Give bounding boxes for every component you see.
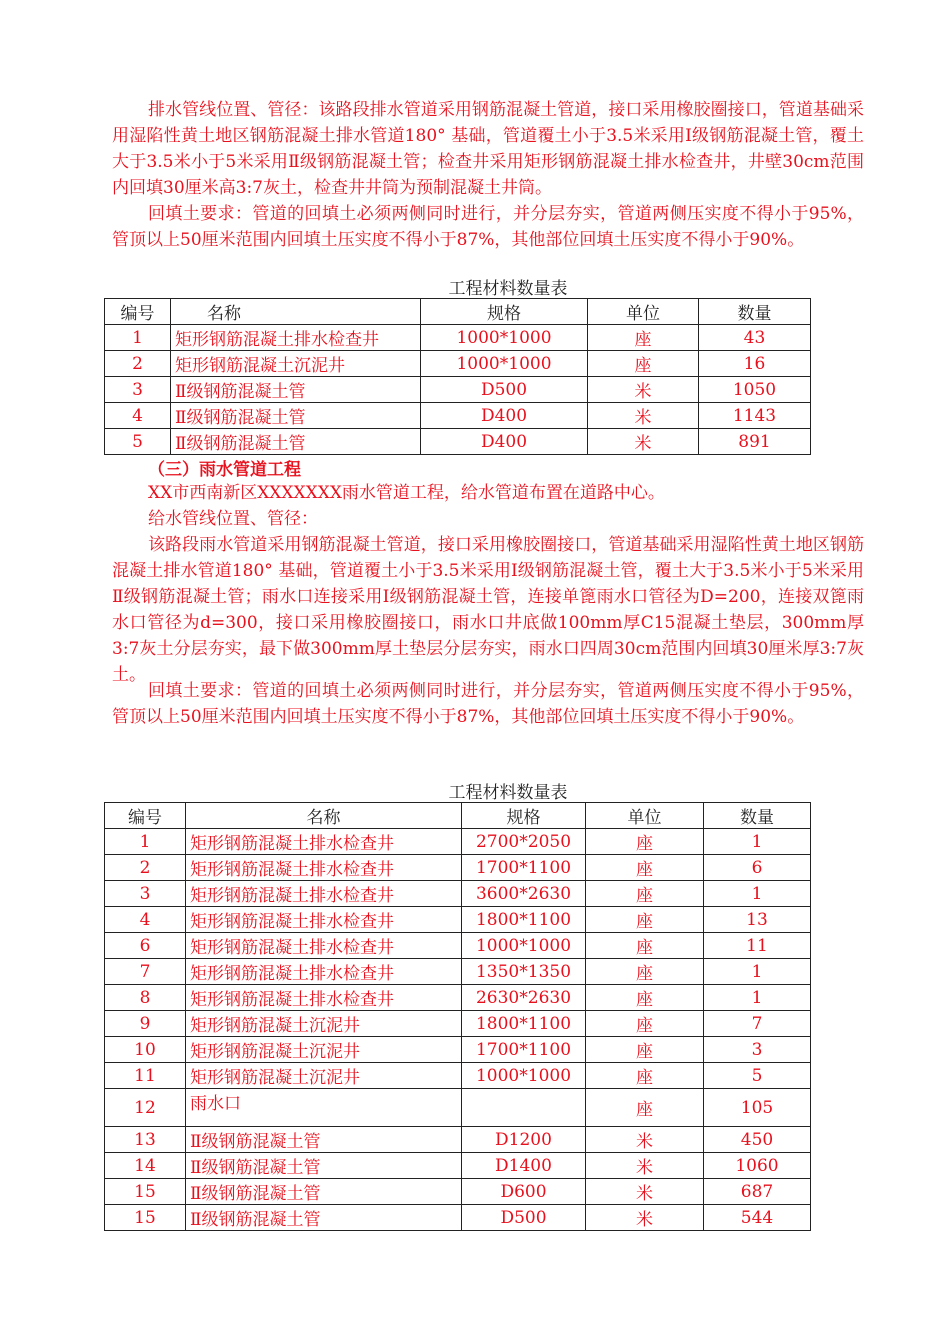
cell-number: 5 xyxy=(105,429,171,455)
cell-number: 14 xyxy=(105,1153,186,1179)
table-row xyxy=(105,1011,811,1037)
cell-spec: D1200 xyxy=(462,1127,586,1153)
cell-name: 矩形钢筋混凝土排水检查井 xyxy=(186,829,462,855)
cell-number: 2 xyxy=(105,855,186,881)
table1-header-name: 名称 xyxy=(171,299,421,325)
cell-name: Ⅱ级钢筋混凝土管 xyxy=(186,1153,462,1179)
cell-name: 矩形钢筋混凝土沉泥井 xyxy=(186,1037,462,1063)
cell-name: 矩形钢筋混凝土排水检查井 xyxy=(186,855,462,881)
table-row xyxy=(105,325,811,351)
table-row xyxy=(105,881,811,907)
table2-header-number: 编号 xyxy=(105,803,186,829)
table-row xyxy=(105,1089,811,1127)
cell-spec: 3600*2630 xyxy=(462,881,586,907)
cell-unit: 座 xyxy=(586,855,704,881)
table2-header-unit: 单位 xyxy=(586,803,704,829)
section-heading-stormwater: （三）雨水管道工程 xyxy=(148,460,301,480)
cell-unit: 米 xyxy=(586,1205,704,1231)
paragraph-backfill-requirements-2: 回填土要求：管道的回填土必须两侧同时进行，并分层夯实，管道两侧压实度不得小于95%，管顶以上50厘米范围内回填土压实度不得小于87%，其他部位回填土压实度不得小于90%。 xyxy=(112,681,864,727)
table1-header-row xyxy=(105,299,811,325)
cell-quantity: 1143 xyxy=(699,403,811,429)
cell-name: Ⅱ级钢筋混凝土管 xyxy=(186,1127,462,1153)
cell-quantity: 1 xyxy=(704,829,811,855)
cell-number: 15 xyxy=(105,1205,186,1231)
cell-quantity: 43 xyxy=(699,325,811,351)
table2-material-quantities xyxy=(104,802,811,1231)
cell-spec: 1800*1100 xyxy=(462,907,586,933)
cell-name: 矩形钢筋混凝土沉泥井 xyxy=(186,1063,462,1089)
table-row xyxy=(105,377,811,403)
cell-quantity: 1050 xyxy=(699,377,811,403)
paragraph-project-intro: XX市西南新区XXXXXXX雨水管道工程，给水管道布置在道路中心。 xyxy=(148,483,665,503)
table-row xyxy=(105,403,811,429)
cell-unit: 座 xyxy=(586,985,704,1011)
cell-name: Ⅱ级钢筋混凝土管 xyxy=(186,1179,462,1205)
table-row xyxy=(105,1179,811,1205)
table1-header-quantity: 数量 xyxy=(699,299,811,325)
cell-number: 6 xyxy=(105,933,186,959)
cell-quantity: 687 xyxy=(704,1179,811,1205)
cell-quantity: 3 xyxy=(704,1037,811,1063)
cell-spec: D600 xyxy=(462,1179,586,1205)
cell-quantity: 891 xyxy=(699,429,811,455)
cell-quantity: 450 xyxy=(704,1127,811,1153)
cell-number: 15 xyxy=(105,1179,186,1205)
cell-unit: 米 xyxy=(586,1179,704,1205)
cell-name: 矩形钢筋混凝土沉泥井 xyxy=(186,1011,462,1037)
cell-number: 2 xyxy=(105,351,171,377)
cell-spec xyxy=(462,1089,586,1127)
cell-quantity: 1060 xyxy=(704,1153,811,1179)
cell-unit: 座 xyxy=(586,907,704,933)
cell-spec: 1700*1100 xyxy=(462,1037,586,1063)
table-row xyxy=(105,855,811,881)
table2-header-name: 名称 xyxy=(186,803,462,829)
paragraph-pipeline-title: 给水管线位置、管径： xyxy=(148,509,318,529)
cell-name: 矩形钢筋混凝土排水检查井 xyxy=(186,881,462,907)
cell-number: 4 xyxy=(105,907,186,933)
cell-name: Ⅱ级钢筋混凝土管 xyxy=(186,1205,462,1231)
cell-spec: 1000*1000 xyxy=(462,1063,586,1089)
table1-header-number: 编号 xyxy=(105,299,171,325)
cell-number: 7 xyxy=(105,959,186,985)
cell-quantity: 1 xyxy=(704,985,811,1011)
cell-quantity: 6 xyxy=(704,855,811,881)
cell-number: 4 xyxy=(105,403,171,429)
cell-spec: D500 xyxy=(421,377,588,403)
table1-header-unit: 单位 xyxy=(588,299,699,325)
cell-unit: 座 xyxy=(586,1063,704,1089)
table-row xyxy=(105,1153,811,1179)
cell-quantity: 16 xyxy=(699,351,811,377)
table-row xyxy=(105,959,811,985)
cell-unit: 座 xyxy=(586,881,704,907)
cell-spec: 1000*1000 xyxy=(462,933,586,959)
cell-name: 雨水口 xyxy=(186,1089,462,1127)
cell-unit: 座 xyxy=(586,933,704,959)
cell-quantity: 105 xyxy=(704,1089,811,1127)
cell-name: 矩形钢筋混凝土排水检查井 xyxy=(171,325,421,351)
cell-number: 9 xyxy=(105,1011,186,1037)
cell-name: Ⅱ级钢筋混凝土管 xyxy=(171,429,421,455)
cell-spec: 1700*1100 xyxy=(462,855,586,881)
cell-unit: 米 xyxy=(586,1153,704,1179)
cell-number: 3 xyxy=(105,881,186,907)
cell-spec: 1350*1350 xyxy=(462,959,586,985)
cell-number: 1 xyxy=(105,829,186,855)
table-row xyxy=(105,985,811,1011)
cell-number: 1 xyxy=(105,325,171,351)
table-row xyxy=(105,1127,811,1153)
cell-quantity: 544 xyxy=(704,1205,811,1231)
cell-name: Ⅱ级钢筋混凝土管 xyxy=(171,377,421,403)
cell-spec: D500 xyxy=(462,1205,586,1231)
table-row xyxy=(105,933,811,959)
cell-number: 3 xyxy=(105,377,171,403)
cell-spec: D400 xyxy=(421,403,588,429)
cell-unit: 座 xyxy=(588,351,699,377)
cell-quantity: 11 xyxy=(704,933,811,959)
cell-name: 矩形钢筋混凝土排水检查井 xyxy=(186,985,462,1011)
cell-unit: 座 xyxy=(588,325,699,351)
cell-number: 12 xyxy=(105,1089,186,1127)
cell-unit: 座 xyxy=(586,1037,704,1063)
cell-quantity: 7 xyxy=(704,1011,811,1037)
paragraph-backfill-requirements: 回填土要求：管道的回填土必须两侧同时进行，并分层夯实，管道两侧压实度不得小于95%，管顶以上50厘米范围内回填土压实度不得小于87%，其他部位回填土压实度不得小于90%。 xyxy=(112,204,864,250)
table1-material-quantities xyxy=(104,298,811,455)
paragraph-drainage-pipeline: 排水管线位置、管径：该路段排水管道采用钢筋混凝土管道，接口采用橡胶圈接口，管道基础采用湿陷性黄土地区钢筋混凝土排水管道180° 基础，管道覆土小于3.5米采用Ⅰ级钢筋混凝土管，覆土大于3.5米小于5米采用Ⅱ级钢筋混凝土管；检查井采用矩形钢筋混凝土排水检查井，井壁30cm范围内回填30厘米高3:7灰土，检查井井筒为预制混凝土井筒。 xyxy=(112,100,864,198)
cell-spec: 1800*1100 xyxy=(462,1011,586,1037)
cell-unit: 座 xyxy=(586,1011,704,1037)
cell-spec: D400 xyxy=(421,429,588,455)
cell-quantity: 13 xyxy=(704,907,811,933)
cell-number: 11 xyxy=(105,1063,186,1089)
cell-spec: 2700*2050 xyxy=(462,829,586,855)
table-row xyxy=(105,907,811,933)
cell-name: 矩形钢筋混凝土排水检查井 xyxy=(186,959,462,985)
table-row xyxy=(105,1037,811,1063)
table-row xyxy=(105,829,811,855)
cell-unit: 座 xyxy=(586,829,704,855)
paragraph-stormwater-details: 该路段雨水管道采用钢筋混凝土管道，接口采用橡胶圈接口，管道基础采用湿陷性黄土地区钢筋混凝土排水管道180° 基础，管道覆土小于3.5米采用Ⅰ级钢筋混凝土管，覆土大于3.5米小于5米采用Ⅱ级钢筋混凝土管；雨水口连接采用Ⅰ级钢筋混凝土管，连接单篦雨水口管径为D=200，连接双篦雨水口管径为d=300，接口采用橡胶圈接口，雨水口井底做100mm厚C15混凝土垫层，300mm厚3:7灰土分层夯实，最下做300mm厚土垫层分层夯实，雨水口四周30cm范围内回填30厘米厚3:7灰土。 xyxy=(112,535,864,685)
table-row xyxy=(105,1205,811,1231)
cell-name: 矩形钢筋混凝土排水检查井 xyxy=(186,907,462,933)
cell-quantity: 5 xyxy=(704,1063,811,1089)
cell-spec: D1400 xyxy=(462,1153,586,1179)
cell-spec: 2630*2630 xyxy=(462,985,586,1011)
cell-unit: 米 xyxy=(586,1127,704,1153)
table1-caption: 工程材料数量表 xyxy=(448,279,568,299)
table1-header-spec: 规格 xyxy=(421,299,588,325)
table-row xyxy=(105,429,811,455)
table2-caption: 工程材料数量表 xyxy=(448,783,568,803)
cell-unit: 座 xyxy=(586,1089,704,1127)
cell-unit: 米 xyxy=(588,403,699,429)
cell-quantity: 1 xyxy=(704,881,811,907)
cell-number: 8 xyxy=(105,985,186,1011)
cell-spec: 1000*1000 xyxy=(421,351,588,377)
table2-header-spec: 规格 xyxy=(462,803,586,829)
cell-unit: 米 xyxy=(588,429,699,455)
table-row xyxy=(105,351,811,377)
cell-unit: 米 xyxy=(588,377,699,403)
cell-number: 10 xyxy=(105,1037,186,1063)
cell-name: 矩形钢筋混凝土沉泥井 xyxy=(171,351,421,377)
table-row xyxy=(105,1063,811,1089)
table2-header-row xyxy=(105,803,811,829)
cell-name: 矩形钢筋混凝土排水检查井 xyxy=(186,933,462,959)
cell-quantity: 1 xyxy=(704,959,811,985)
cell-name: Ⅱ级钢筋混凝土管 xyxy=(171,403,421,429)
cell-spec: 1000*1000 xyxy=(421,325,588,351)
table2-header-quantity: 数量 xyxy=(704,803,811,829)
cell-unit: 座 xyxy=(586,959,704,985)
cell-number: 13 xyxy=(105,1127,186,1153)
